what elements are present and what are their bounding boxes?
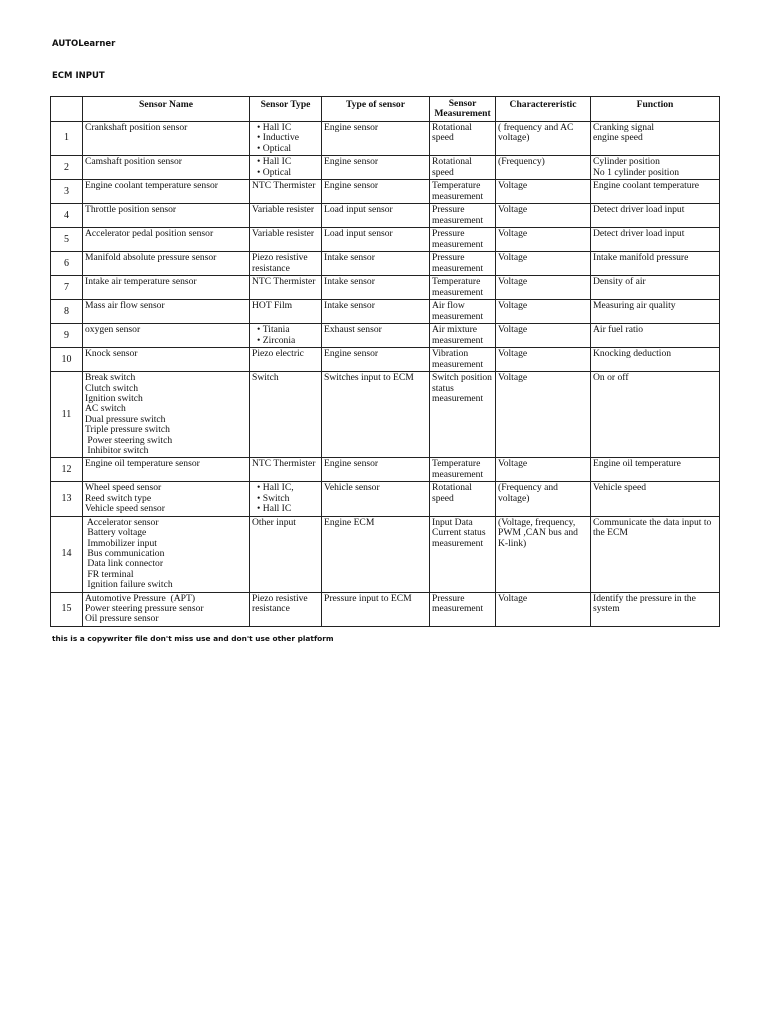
bullet-item: • Titania <box>252 325 319 335</box>
bullet-item: • Hall IC <box>252 157 319 167</box>
cell-line: Ignition switch <box>85 393 143 405</box>
bullet-item: • Hall IC <box>252 504 319 514</box>
sensor-type-cell <box>250 324 322 348</box>
sensor-name-cell <box>83 180 250 204</box>
table-row <box>51 458 720 482</box>
measurement-cell: Rotational speed <box>430 122 496 156</box>
measurement-cell: Pressure measurement <box>430 592 496 626</box>
characteristic-cell: (Frequency and voltage) <box>496 482 591 516</box>
sensor-type-cell: Other input <box>250 516 322 592</box>
bullet-item: • Optical <box>252 168 319 178</box>
cell-line: Reed switch type <box>85 492 152 504</box>
cell-line: Manifold absolute pressure sensor <box>85 252 217 264</box>
cell-line: Immobilizer input <box>85 537 157 549</box>
characteristic-cell: Voltage <box>496 372 591 458</box>
row-number: 4 <box>51 204 83 228</box>
cell-line: Power steering pressure sensor <box>85 602 204 614</box>
cell-line: Battery voltage <box>85 527 147 539</box>
cell-line: AC switch <box>85 403 126 415</box>
sensor-type-cell <box>250 156 322 180</box>
sensor-name-cell <box>83 156 250 180</box>
sensor-type-cell: NTC Thermister <box>250 276 322 300</box>
characteristic-cell: Voltage <box>496 252 591 276</box>
sensor-name-cell <box>83 252 250 276</box>
type-of-sensor-cell: Intake sensor <box>322 252 430 276</box>
function-cell: Knocking deduction <box>591 348 720 372</box>
type-of-sensor-cell: Pressure input to ECM <box>322 592 430 626</box>
bullet-item: • Switch <box>252 494 319 504</box>
measurement-cell: Air flow measurement <box>430 300 496 324</box>
measurement-cell: Pressure measurement <box>430 228 496 252</box>
measurement-cell: Pressure measurement <box>430 252 496 276</box>
sensor-name-cell <box>83 516 250 592</box>
sensor-type-cell <box>250 482 322 516</box>
cell-line: Engine oil temperature sensor <box>85 458 200 470</box>
type-of-sensor-cell: Vehicle sensor <box>322 482 430 516</box>
characteristic-cell: (Frequency) <box>496 156 591 180</box>
row-number: 5 <box>51 228 83 252</box>
characteristic-cell: Voltage <box>496 204 591 228</box>
function-cell: Measuring air quality <box>591 300 720 324</box>
sensor-name-cell <box>83 276 250 300</box>
function-cell: Detect driver load input <box>591 204 720 228</box>
characteristic-cell: Voltage <box>496 458 591 482</box>
bullet-item: • Hall IC, <box>252 483 319 493</box>
header-function: Function <box>591 97 720 122</box>
cell-line: Accelerator sensor <box>85 516 159 528</box>
table-row <box>51 324 720 348</box>
table-row <box>51 482 720 516</box>
sensor-type-cell: Piezo resistive resistance <box>250 592 322 626</box>
document-title: ECM INPUT <box>52 71 105 81</box>
cell-line: Bus communication <box>85 547 165 559</box>
cell-line: Power steering switch <box>85 434 173 446</box>
measurement-cell: Temperature measurement <box>430 180 496 204</box>
type-of-sensor-cell: Switches input to ECM <box>322 372 430 458</box>
cell-line: Triple pressure switch <box>85 424 170 436</box>
row-number: 2 <box>51 156 83 180</box>
function-cell: Communicate the data input to the ECM <box>591 516 720 592</box>
row-number: 12 <box>51 458 83 482</box>
sensor-type-cell: Piezo resistive resistance <box>250 252 322 276</box>
cell-line: oxygen sensor <box>85 324 141 336</box>
bullet-item: • Zirconia <box>252 336 319 346</box>
table-row <box>51 348 720 372</box>
cell-line: Data link connector <box>85 558 164 570</box>
measurement-cell: Temperature measurement <box>430 458 496 482</box>
cell-line: FR terminal <box>85 568 134 580</box>
cell-line: Accelerator pedal position sensor <box>85 228 214 240</box>
cell-line: Cylinder position <box>593 156 660 168</box>
measurement-cell: Switch position status measurement <box>430 372 496 458</box>
row-number: 9 <box>51 324 83 348</box>
table-row <box>51 228 720 252</box>
header-number <box>51 97 83 122</box>
cell-line: Oil pressure sensor <box>85 613 159 625</box>
cell-line: Wheel speed sensor <box>85 482 162 494</box>
measurement-cell: Input Data Current status measurement <box>430 516 496 592</box>
row-number: 6 <box>51 252 83 276</box>
function-cell: Density of air <box>591 276 720 300</box>
type-of-sensor-cell: Engine sensor <box>322 180 430 204</box>
header-sensor-name: Sensor Name <box>83 97 250 122</box>
characteristic-cell: Voltage <box>496 592 591 626</box>
row-number: 1 <box>51 122 83 156</box>
cell-line: Intake air temperature sensor <box>85 276 197 288</box>
cell-line: Mass air flow sensor <box>85 300 165 312</box>
sensor-name-cell <box>83 372 250 458</box>
cell-line: Ignition failure switch <box>85 579 173 591</box>
characteristic-cell: Voltage <box>496 276 591 300</box>
sensor-type-cell <box>250 122 322 156</box>
ecm-input-table <box>50 96 720 627</box>
measurement-cell: Rotational speed <box>430 482 496 516</box>
characteristic-cell: Voltage <box>496 324 591 348</box>
table-row <box>51 204 720 228</box>
table-row <box>51 252 720 276</box>
function-cell: Intake manifold pressure <box>591 252 720 276</box>
sensor-name-cell <box>83 592 250 626</box>
measurement-cell: Vibration measurement <box>430 348 496 372</box>
cell-line: engine speed <box>593 132 643 144</box>
table-row <box>51 372 720 458</box>
row-number: 13 <box>51 482 83 516</box>
function-cell: Engine oil temperature <box>591 458 720 482</box>
type-of-sensor-cell: Engine sensor <box>322 348 430 372</box>
row-number: 11 <box>51 372 83 458</box>
sensor-type-cell: Variable resister <box>250 228 322 252</box>
row-number: 15 <box>51 592 83 626</box>
function-cell: Vehicle speed <box>591 482 720 516</box>
function-cell <box>591 156 720 180</box>
function-cell: On or off <box>591 372 720 458</box>
sensor-type-cell: HOT Film <box>250 300 322 324</box>
brand-label: AUTOLearner <box>52 39 116 49</box>
row-number: 8 <box>51 300 83 324</box>
header-sensor-measurement <box>430 97 496 122</box>
type-of-sensor-cell: Load input sensor <box>322 228 430 252</box>
table-row <box>51 300 720 324</box>
cell-line: Dual pressure switch <box>85 413 166 425</box>
table-row <box>51 156 720 180</box>
header-measurement-line-1: Sensor <box>448 98 477 109</box>
type-of-sensor-cell: Load input sensor <box>322 204 430 228</box>
measurement-cell: Air mixture measurement <box>430 324 496 348</box>
cell-line: Automotive Pressure (APT) <box>85 592 196 604</box>
function-cell <box>591 122 720 156</box>
cell-line: Clutch switch <box>85 382 139 394</box>
sensor-name-cell <box>83 300 250 324</box>
table-row <box>51 122 720 156</box>
bullet-item: • Optical <box>252 144 319 154</box>
cell-line: Camshaft position sensor <box>85 156 182 168</box>
type-of-sensor-cell: Intake sensor <box>322 276 430 300</box>
characteristic-cell: Voltage <box>496 228 591 252</box>
cell-line: Cranking signal <box>593 122 655 133</box>
sensor-type-cell: Piezo electric <box>250 348 322 372</box>
sensor-type-cell: NTC Thermister <box>250 180 322 204</box>
header-characteristic: Charactereristic <box>496 97 591 122</box>
type-of-sensor-cell: Engine sensor <box>322 458 430 482</box>
function-cell: Detect driver load input <box>591 228 720 252</box>
table-row <box>51 180 720 204</box>
characteristic-cell: (Voltage, frequency, PWM ,CAN bus and K-link) <box>496 516 591 592</box>
cell-line: Inhibitor switch <box>85 445 149 457</box>
header-measurement-line-2: Measurement <box>434 107 491 119</box>
row-number: 10 <box>51 348 83 372</box>
sensor-name-cell <box>83 348 250 372</box>
measurement-cell: Rotational speed <box>430 156 496 180</box>
type-of-sensor-cell: Engine ECM <box>322 516 430 592</box>
characteristic-cell: Voltage <box>496 180 591 204</box>
row-number: 14 <box>51 516 83 592</box>
characteristic-cell: Voltage <box>496 300 591 324</box>
sensor-type-cell: NTC Thermister <box>250 458 322 482</box>
cell-line: No 1 cylinder position <box>593 166 680 178</box>
cell-line: Engine coolant temperature sensor <box>85 180 218 192</box>
sensor-type-cell: Switch <box>250 372 322 458</box>
cell-line: Knock sensor <box>85 348 138 360</box>
sensor-name-cell <box>83 122 250 156</box>
header-sensor-type: Sensor Type <box>250 97 322 122</box>
table-row <box>51 276 720 300</box>
characteristic-cell: ( frequency and AC voltage) <box>496 122 591 156</box>
bullet-item: • Inductive <box>252 133 319 143</box>
cell-line: Vehicle speed sensor <box>85 503 165 515</box>
sensor-name-cell <box>83 228 250 252</box>
cell-line: Crankshaft position sensor <box>85 122 188 133</box>
sensor-name-cell <box>83 482 250 516</box>
row-number: 3 <box>51 180 83 204</box>
measurement-cell: Temperature measurement <box>430 276 496 300</box>
characteristic-cell: Voltage <box>496 348 591 372</box>
cell-line: Throttle position sensor <box>85 204 177 216</box>
function-cell: Air fuel ratio <box>591 324 720 348</box>
type-of-sensor-cell: Engine sensor <box>322 122 430 156</box>
function-cell: Engine coolant temperature <box>591 180 720 204</box>
table-row <box>51 592 720 626</box>
sensor-name-cell <box>83 204 250 228</box>
header-type-of-sensor: Type of sensor <box>322 97 430 122</box>
sensor-type-cell: Variable resister <box>250 204 322 228</box>
type-of-sensor-cell: Engine sensor <box>322 156 430 180</box>
table-body <box>51 122 720 627</box>
sensor-name-cell <box>83 324 250 348</box>
measurement-cell: Pressure measurement <box>430 204 496 228</box>
row-number: 7 <box>51 276 83 300</box>
function-cell: Identify the pressure in the system <box>591 592 720 626</box>
type-of-sensor-cell: Exhaust sensor <box>322 324 430 348</box>
sensor-name-cell <box>83 458 250 482</box>
type-of-sensor-cell: Intake sensor <box>322 300 430 324</box>
table-header-row <box>51 97 720 122</box>
cell-line: Break switch <box>85 372 136 384</box>
bullet-item: • Hall IC <box>252 123 319 133</box>
copyright-notice: this is a copywriter file don't miss use and don't use other platform <box>52 634 334 643</box>
table-row <box>51 516 720 592</box>
